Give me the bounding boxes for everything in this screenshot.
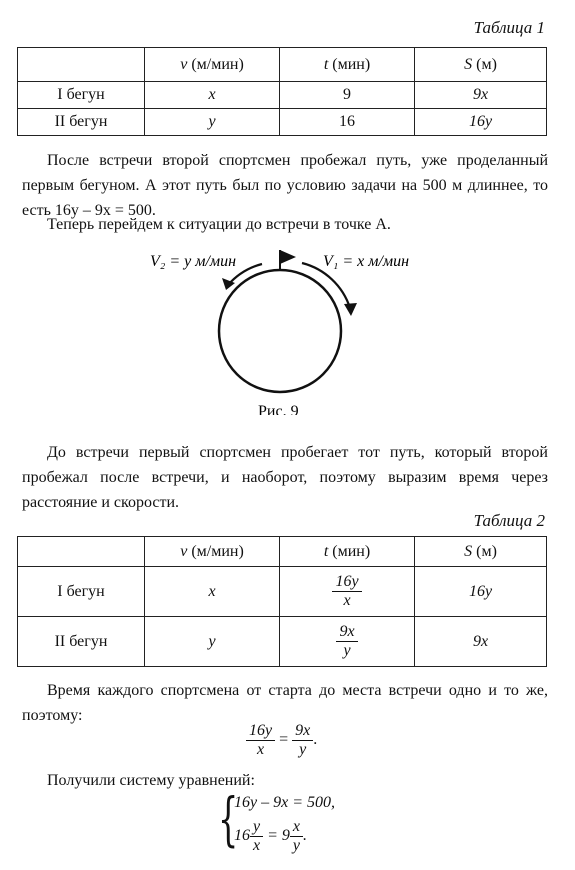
- header-v: v (м/мин): [145, 537, 280, 567]
- v2-label: V₂ = y м/мин: [150, 253, 237, 270]
- header-s: S (м): [415, 48, 547, 82]
- cell-t: $\frac{16y}{x}$: [280, 567, 415, 617]
- cell-t: 9: [280, 82, 415, 109]
- cell-t: 16: [280, 109, 415, 136]
- cell-s: 16y: [415, 567, 547, 617]
- cell-t: $\frac{9x}{y}$: [280, 617, 415, 667]
- table-row: [18, 567, 547, 617]
- cell-v: x: [145, 82, 280, 109]
- header-empty: [18, 48, 145, 82]
- table-row: [18, 82, 547, 109]
- header-empty: [18, 537, 145, 567]
- table-row: [18, 109, 547, 136]
- row-label: I бегун: [18, 567, 145, 617]
- paragraph-2: Теперь перейдем к ситуации до встречи в точке A.: [47, 216, 391, 233]
- cell-v: y: [145, 109, 280, 136]
- equation: $\frac{16y}{x}$ = $\frac{9x}{y}$ .: [246, 722, 317, 759]
- header-t: t (мин): [280, 48, 415, 82]
- row-label: II бегун: [18, 109, 145, 136]
- cell-s: 9x: [415, 617, 547, 667]
- arrow-right-head: [344, 303, 357, 316]
- paragraph-1: После встречи второй спортсмен пробежал путь, уже проделанный первым бегуном. А этот путь был по условию задачи на 500 м длиннее, то есть 16y – 9x = 500.: [22, 152, 548, 219]
- header-t: t (мин): [280, 537, 415, 567]
- cell-v: x: [145, 567, 280, 617]
- track-circle: [219, 270, 341, 392]
- header-s: S (м): [415, 537, 547, 567]
- row-label: I бегун: [18, 82, 145, 109]
- cell-v: y: [145, 617, 280, 667]
- table1-caption: Таблица 1: [473, 18, 545, 37]
- table-2: [17, 536, 547, 667]
- paragraph-5: Получили систему уравнений:: [47, 772, 255, 789]
- cell-s: 16y: [415, 109, 547, 136]
- circle-figure: [140, 240, 440, 415]
- paragraph-3: До встречи первый спортсмен пробегает тот путь, который второй пробежал после встречи, и наоборот, поэтому выразим время через расстояние и скорости.: [22, 444, 548, 511]
- system-line-1: 16y – 9x = 500,: [234, 794, 335, 811]
- system-line-2: 16 $\frac{y}{x}$ = 9 $\frac{x}{y}$ .: [234, 818, 308, 854]
- cell-s: 9x: [415, 82, 547, 109]
- row-label: II бегун: [18, 617, 145, 667]
- flag-icon: [280, 250, 296, 264]
- header-v: v (м/мин): [145, 48, 280, 82]
- table2-caption: Таблица 2: [473, 511, 545, 530]
- table-1: [17, 47, 547, 136]
- paragraph-4: Время каждого спортсмена от старта до места встречи одно и то же, поэтому:: [22, 682, 548, 724]
- figure-caption: Рис. 9: [258, 403, 299, 415]
- table-row: [18, 617, 547, 667]
- equation-system: [218, 785, 518, 860]
- system-brace: {: [218, 785, 239, 853]
- v1-label: V₁ = x м/мин: [323, 253, 410, 270]
